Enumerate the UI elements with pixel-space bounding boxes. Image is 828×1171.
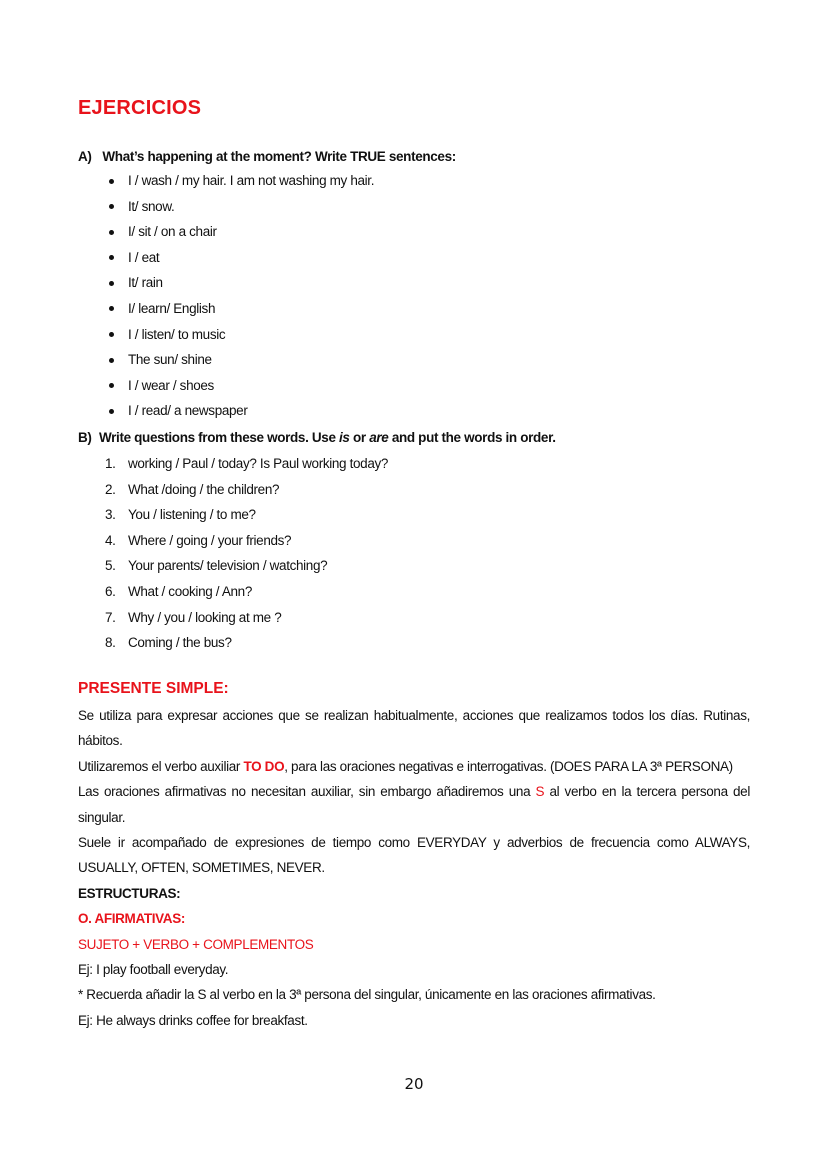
- item-text: It/ snow.: [128, 198, 175, 214]
- bullet-icon: [109, 281, 114, 286]
- heading-text: Write questions from these words. Use: [99, 430, 340, 445]
- list-item: [78, 219, 374, 245]
- item-number: 3.: [105, 507, 116, 523]
- item-text: Coming / the bus?: [128, 635, 232, 651]
- item-text: It/ rain: [128, 275, 163, 291]
- list-item: [78, 347, 374, 373]
- heading-are: are: [369, 430, 389, 445]
- exercise-a-heading: [78, 149, 456, 164]
- list-item: [78, 245, 374, 271]
- paragraph-afirmativas: [78, 779, 750, 830]
- item-text: The sun/ shine: [128, 352, 212, 368]
- list-item: [78, 322, 374, 348]
- item-text: I / eat: [128, 249, 160, 265]
- bullet-icon: [109, 204, 114, 209]
- text: Utilizaremos el verbo auxiliar: [78, 758, 244, 774]
- item-text: I / wear / shoes: [128, 377, 214, 393]
- list-item: [78, 270, 374, 296]
- list-item: [78, 630, 388, 656]
- paragraph-expresiones: Suele ir acompañado de expresiones de tiempo como EVERYDAY y adverbios de frecuencia como ALWAYS, USUALLY, OFTEN, SOMETIMES, NEVER.: [78, 835, 750, 876]
- heading-text: and put the words in order.: [388, 430, 556, 445]
- afirmativas-heading: O. AFIRMATIVAS:: [78, 911, 185, 927]
- list-item: [78, 605, 388, 631]
- exercise-b-list: [78, 451, 388, 656]
- item-text: working / Paul / today? Is Paul working today?: [128, 456, 389, 471]
- item-number: 6.: [105, 583, 116, 599]
- item-text: What /doing / the children?: [128, 481, 280, 497]
- example-2: Ej: He always drinks coffee for breakfast.: [78, 1012, 308, 1028]
- page-number: 20: [404, 1075, 424, 1093]
- item-number: 7.: [105, 609, 116, 625]
- list-item: [78, 194, 374, 220]
- list-item: [78, 528, 388, 554]
- page-title: EJERCICIOS: [78, 97, 202, 119]
- text: al verbo en la tercera persona del singular.: [78, 784, 750, 825]
- highlight-s: S: [535, 784, 545, 800]
- paragraph-usage: Se utiliza para expresar acciones que se realizan habitualmente, acciones que realizamos todos los días. Rutinas, hábitos.: [78, 708, 750, 749]
- text: , para las oraciones negativas e interrogativas. (DOES PARA LA 3ª PERSONA): [284, 758, 733, 774]
- presente-simple-heading: PRESENTE SIMPLE:: [78, 680, 229, 697]
- exercise-a-list: [78, 168, 374, 424]
- list-item: [78, 502, 388, 528]
- item-text: I/ learn/ English: [128, 300, 216, 316]
- list-item: [78, 296, 374, 322]
- list-item: [78, 477, 388, 503]
- heading-is: is: [339, 430, 350, 445]
- list-item: [78, 168, 374, 194]
- list-item: [78, 451, 388, 477]
- bullet-icon: [109, 332, 114, 337]
- bullet-icon: [109, 358, 114, 363]
- item-text: Why / you / looking at me ?: [128, 609, 282, 625]
- note: * Recuerda añadir la S al verbo en la 3ª persona del singular, únicamente en las oraciones afirmativas.: [78, 987, 656, 1003]
- item-number: 8.: [105, 635, 116, 651]
- list-item: [78, 579, 388, 605]
- bullet-icon: [109, 306, 114, 311]
- item-number: 4.: [105, 532, 116, 548]
- list-item: [78, 373, 374, 399]
- heading-text: or: [349, 430, 370, 445]
- estructuras-heading: ESTRUCTURAS:: [78, 885, 181, 901]
- bullet-icon: [109, 383, 114, 388]
- example-1: Ej: I play football everyday.: [78, 962, 229, 978]
- item-text: Where / going / your friends?: [128, 532, 292, 548]
- exercise-b-heading: [78, 430, 556, 445]
- item-text: What / cooking / Ann?: [128, 583, 252, 599]
- item-text: Your parents/ television / watching?: [128, 558, 328, 574]
- item-number: 2.: [105, 481, 116, 497]
- text: Las oraciones afirmativas no necesitan auxiliar, sin embargo añadiremos una: [78, 784, 536, 800]
- bullet-icon: [109, 255, 114, 260]
- presente-body: [78, 703, 750, 1033]
- formula: SUJETO + VERBO + COMPLEMENTOS: [78, 936, 314, 952]
- item-text: You / listening / to me?: [128, 507, 256, 523]
- item-text: I / listen/ to music: [128, 326, 226, 342]
- bullet-icon: [109, 179, 114, 184]
- item-number: 5.: [105, 558, 116, 574]
- item-number: 1.: [105, 456, 116, 471]
- item-text: I/ sit / on a chair: [128, 224, 217, 240]
- exercise-b-label: B): [78, 430, 92, 445]
- paragraph-auxiliar: [78, 754, 750, 779]
- list-item: [78, 553, 388, 579]
- item-text: I / read/ a newspaper: [128, 403, 248, 419]
- exercise-a-text: What’s happening at the moment? Write TRUE sentences:: [102, 149, 456, 164]
- bullet-icon: [109, 230, 114, 235]
- bullet-icon: [109, 409, 114, 414]
- list-item: [78, 398, 374, 424]
- highlight-to-do: TO DO: [243, 758, 285, 774]
- item-text: I / wash / my hair. I am not washing my hair.: [128, 173, 375, 188]
- exercise-a-label: A): [78, 149, 92, 164]
